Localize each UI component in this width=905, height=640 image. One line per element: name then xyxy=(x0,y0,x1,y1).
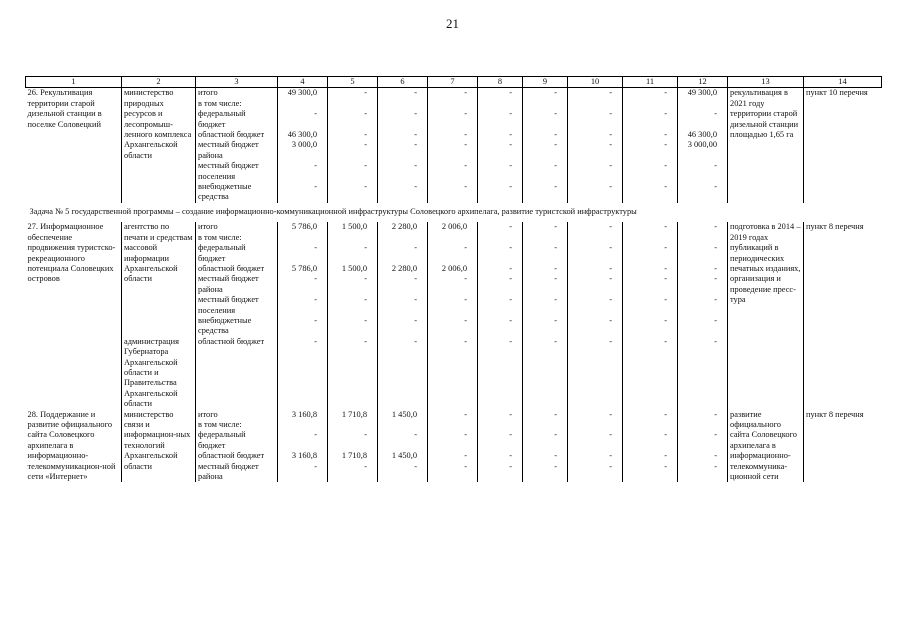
amount-cell: - xyxy=(378,274,428,295)
amount-cell: - xyxy=(378,243,428,264)
amount-cell: - xyxy=(568,140,623,161)
amount-cell: - xyxy=(568,410,623,420)
amount-cell: 1 500,0 xyxy=(328,264,378,274)
amount-cell: 3 160,8 xyxy=(278,410,328,420)
amount-cell: - xyxy=(568,88,623,99)
amount-cell: - xyxy=(623,430,678,451)
amount-cell: - xyxy=(328,182,378,203)
amount-cell xyxy=(278,420,328,430)
header-cell: 11 xyxy=(623,77,678,88)
amount-cell xyxy=(278,99,328,109)
funding-source: местный бюджет поселения xyxy=(196,161,278,182)
amount-cell: - xyxy=(478,88,523,99)
amount-cell: - xyxy=(378,88,428,99)
amount-cell: - xyxy=(378,462,428,483)
amount-cell: - xyxy=(678,337,728,410)
amount-cell: - xyxy=(478,451,523,461)
amount-cell: 2 280,0 xyxy=(378,264,428,274)
funding-source: местный бюджет района xyxy=(196,140,278,161)
funding-source: областной бюджет xyxy=(196,451,278,461)
amount-cell: - xyxy=(523,274,568,295)
amount-cell: - xyxy=(378,337,428,410)
amount-cell: - xyxy=(568,274,623,295)
amount-cell: - xyxy=(678,264,728,274)
amount-cell: 1 500,0 xyxy=(328,222,378,232)
measure-name: 26. Рекультивация территории старой дизельной станции в поселке Соловецкий xyxy=(26,88,122,203)
amount-cell: - xyxy=(328,88,378,99)
funding-source: в том числе: xyxy=(196,99,278,109)
header-row xyxy=(26,77,882,88)
amount-cell: - xyxy=(568,182,623,203)
amount-cell: - xyxy=(678,222,728,232)
header-cell: 10 xyxy=(568,77,623,88)
funding-source: внебюджетные средства xyxy=(196,182,278,203)
amount-cell: - xyxy=(428,109,478,130)
amount-cell xyxy=(428,420,478,430)
amount-cell: - xyxy=(678,295,728,316)
amount-cell: 1 450,0 xyxy=(378,410,428,420)
amount-cell: - xyxy=(428,430,478,451)
amount-cell: - xyxy=(428,337,478,410)
program-table xyxy=(25,76,882,482)
amount-cell: - xyxy=(568,109,623,130)
amount-cell: - xyxy=(623,274,678,295)
amount-cell xyxy=(278,233,328,243)
funding-source: областной бюджет xyxy=(196,130,278,140)
amount-cell: - xyxy=(623,316,678,337)
amount-cell: - xyxy=(428,451,478,461)
amount-cell: - xyxy=(623,130,678,140)
funding-source: итого xyxy=(196,222,278,232)
amount-cell: - xyxy=(568,222,623,232)
amount-cell: - xyxy=(523,295,568,316)
header-cell: 8 xyxy=(478,77,523,88)
amount-cell: 3 160,8 xyxy=(278,451,328,461)
funding-source: областной бюджет xyxy=(196,337,278,410)
amount-cell: 46 300,0 xyxy=(678,130,728,140)
funding-source: в том числе: xyxy=(196,420,278,430)
amount-cell: - xyxy=(378,140,428,161)
amount-cell: - xyxy=(478,130,523,140)
amount-cell: - xyxy=(378,109,428,130)
table-row xyxy=(26,410,882,420)
amount-cell: - xyxy=(568,430,623,451)
amount-cell: 1 710,8 xyxy=(328,451,378,461)
header-cell: 2 xyxy=(122,77,196,88)
amount-cell: - xyxy=(678,430,728,451)
amount-cell: - xyxy=(478,462,523,483)
amount-cell: - xyxy=(478,109,523,130)
amount-cell: - xyxy=(428,316,478,337)
task-row xyxy=(26,203,882,222)
amount-cell: - xyxy=(568,243,623,264)
amount-cell: - xyxy=(523,109,568,130)
funding-source: местный бюджет района xyxy=(196,462,278,483)
measure-name: 28. Поддержание и развитие официального сайта Соловецкого архипелага в информационно-телекоммуникацион-ной сети «Интернет» xyxy=(26,410,122,483)
expected-result: рекультивация в 2021 году территории старой дизельной станции площадью 1,65 га xyxy=(728,88,804,203)
amount-cell: 3 000,00 xyxy=(678,140,728,161)
amount-cell xyxy=(678,420,728,430)
expected-result: подготовка в 2014 – 2019 годах публикаций в периодических печатных изданиях, организация и проведение пресс-тура xyxy=(728,222,804,336)
amount-cell xyxy=(523,233,568,243)
header-cell: 1 xyxy=(26,77,122,88)
amount-cell xyxy=(328,99,378,109)
header-cell: 5 xyxy=(328,77,378,88)
amount-cell: - xyxy=(428,161,478,182)
amount-cell: - xyxy=(523,264,568,274)
amount-cell xyxy=(568,233,623,243)
amount-cell: - xyxy=(678,410,728,420)
amount-cell: - xyxy=(623,243,678,264)
amount-cell: - xyxy=(378,430,428,451)
amount-cell: - xyxy=(523,243,568,264)
amount-cell: - xyxy=(568,337,623,410)
funding-source: в том числе: xyxy=(196,233,278,243)
amount-cell: - xyxy=(428,140,478,161)
amount-cell: - xyxy=(478,222,523,232)
amount-cell xyxy=(623,99,678,109)
amount-cell: - xyxy=(428,88,478,99)
amount-cell: - xyxy=(428,130,478,140)
amount-cell: - xyxy=(568,295,623,316)
amount-cell: - xyxy=(678,316,728,337)
amount-cell: - xyxy=(678,451,728,461)
amount-cell: - xyxy=(623,410,678,420)
amount-cell: - xyxy=(378,182,428,203)
amount-cell: 49 300,0 xyxy=(278,88,328,99)
amount-cell: - xyxy=(328,274,378,295)
amount-cell: 2 006,0 xyxy=(428,264,478,274)
amount-cell: - xyxy=(523,140,568,161)
amount-cell: - xyxy=(328,130,378,140)
amount-cell xyxy=(328,420,378,430)
amount-cell: - xyxy=(278,274,328,295)
amount-cell: - xyxy=(678,182,728,203)
amount-cell: - xyxy=(278,337,328,410)
funding-source: итого xyxy=(196,410,278,420)
table-body xyxy=(26,77,882,483)
amount-cell: 5 786,0 xyxy=(278,264,328,274)
amount-cell: - xyxy=(523,88,568,99)
amount-cell xyxy=(523,99,568,109)
funding-source: федеральный бюджет xyxy=(196,109,278,130)
amount-cell: 5 786,0 xyxy=(278,222,328,232)
reference-item: пункт 8 перечня xyxy=(806,409,864,419)
amount-cell: - xyxy=(678,161,728,182)
amount-cell: - xyxy=(478,410,523,420)
amount-cell: - xyxy=(428,462,478,483)
amount-cell: - xyxy=(378,316,428,337)
amount-cell: - xyxy=(568,264,623,274)
amount-cell: - xyxy=(568,451,623,461)
amount-cell xyxy=(378,233,428,243)
amount-cell: - xyxy=(428,410,478,420)
amount-cell: - xyxy=(378,161,428,182)
amount-cell: - xyxy=(428,274,478,295)
amount-cell: - xyxy=(328,316,378,337)
funding-source: федеральный бюджет xyxy=(196,243,278,264)
amount-cell: - xyxy=(623,182,678,203)
amount-cell: - xyxy=(523,337,568,410)
amount-cell: - xyxy=(568,161,623,182)
responsible-executor: министерство природных ресурсов и лесопромыш-ленного комплекса Архангельской области xyxy=(122,88,196,203)
amount-cell: - xyxy=(278,430,328,451)
amount-cell: - xyxy=(428,295,478,316)
amount-cell: - xyxy=(623,264,678,274)
header-cell: 4 xyxy=(278,77,328,88)
header-cell: 7 xyxy=(428,77,478,88)
amount-cell xyxy=(623,233,678,243)
amount-cell: - xyxy=(478,264,523,274)
header-cell: 14 xyxy=(804,77,882,88)
responsible-executor: администрация Губернатора Архангельской области и Правительства Архангельской области xyxy=(122,337,196,410)
amount-cell: - xyxy=(523,182,568,203)
amount-cell: 46 300,0 xyxy=(278,130,328,140)
amount-cell: - xyxy=(478,337,523,410)
header-cell: 6 xyxy=(378,77,428,88)
amount-cell xyxy=(568,99,623,109)
amount-cell xyxy=(428,233,478,243)
amount-cell xyxy=(523,420,568,430)
amount-cell: - xyxy=(523,430,568,451)
amount-cell: - xyxy=(623,140,678,161)
amount-cell xyxy=(623,420,678,430)
reference-item xyxy=(804,337,882,410)
amount-cell: 3 000,0 xyxy=(278,140,328,161)
amount-cell: - xyxy=(328,430,378,451)
funding-source: внебюджетные средства xyxy=(196,316,278,337)
amount-cell: - xyxy=(328,109,378,130)
task-title: Задача № 5 государственной программы – создание информационно-коммуникационной инфраструктуры Соловецкого архипелага, развитие туристской инфраструктуры xyxy=(29,206,637,216)
amount-cell xyxy=(478,233,523,243)
amount-cell: - xyxy=(478,243,523,264)
amount-cell: 1 450,0 xyxy=(378,451,428,461)
amount-cell: - xyxy=(478,316,523,337)
measure-name: 27. Информационное обеспечение продвижения туристско-рекреационного потенциала Соловецких островов xyxy=(26,222,122,336)
table-row xyxy=(26,337,882,410)
reference-item: пункт 8 перечня xyxy=(806,222,864,232)
amount-cell: 49 300,0 xyxy=(678,88,728,99)
amount-cell: - xyxy=(678,462,728,483)
amount-cell: - xyxy=(523,130,568,140)
amount-cell: - xyxy=(278,161,328,182)
amount-cell: - xyxy=(278,316,328,337)
amount-cell: - xyxy=(623,451,678,461)
header-cell: 3 xyxy=(196,77,278,88)
funding-source: областной бюджет xyxy=(196,264,278,274)
amount-cell: 2 006,0 xyxy=(428,222,478,232)
amount-cell: - xyxy=(278,462,328,483)
amount-cell: - xyxy=(523,161,568,182)
amount-cell xyxy=(328,233,378,243)
amount-cell: - xyxy=(328,295,378,316)
amount-cell: 1 710,8 xyxy=(328,410,378,420)
measure-name xyxy=(26,337,122,410)
amount-cell: - xyxy=(678,274,728,295)
amount-cell: - xyxy=(568,130,623,140)
header-cell: 9 xyxy=(523,77,568,88)
amount-cell: - xyxy=(623,337,678,410)
amount-cell: - xyxy=(278,243,328,264)
amount-cell: - xyxy=(278,109,328,130)
amount-cell: - xyxy=(623,109,678,130)
funding-source: местный бюджет района xyxy=(196,274,278,295)
amount-cell: - xyxy=(678,109,728,130)
amount-cell: - xyxy=(478,295,523,316)
amount-cell xyxy=(428,99,478,109)
amount-cell: - xyxy=(478,161,523,182)
amount-cell xyxy=(678,99,728,109)
amount-cell: - xyxy=(523,462,568,483)
header-cell: 12 xyxy=(678,77,728,88)
amount-cell: - xyxy=(278,182,328,203)
amount-cell: - xyxy=(623,161,678,182)
responsible-executor: агентство по печати и средствам массовой информации Архангельской области xyxy=(122,222,196,336)
amount-cell: - xyxy=(478,182,523,203)
amount-cell: - xyxy=(623,88,678,99)
amount-cell: - xyxy=(523,451,568,461)
expected-result: развитие официального сайта Соловецкого архипелага в информационно-телекоммуника-ционной сети xyxy=(728,410,804,483)
amount-cell: - xyxy=(278,295,328,316)
funding-source: федеральный бюджет xyxy=(196,430,278,451)
funding-source: итого xyxy=(196,88,278,99)
amount-cell: - xyxy=(523,410,568,420)
responsible-executor: министерство связи и информацион-ных технологий Архангельской области xyxy=(122,410,196,483)
amount-cell: - xyxy=(428,243,478,264)
amount-cell xyxy=(478,99,523,109)
amount-cell: - xyxy=(428,182,478,203)
amount-cell: 2 280,0 xyxy=(378,222,428,232)
amount-cell xyxy=(478,420,523,430)
amount-cell: - xyxy=(328,337,378,410)
amount-cell: - xyxy=(478,140,523,161)
amount-cell: - xyxy=(678,243,728,264)
table-row xyxy=(26,222,882,232)
amount-cell: - xyxy=(568,316,623,337)
table-row xyxy=(26,88,882,99)
amount-cell: - xyxy=(623,222,678,232)
amount-cell xyxy=(378,420,428,430)
amount-cell: - xyxy=(328,243,378,264)
amount-cell: - xyxy=(623,295,678,316)
amount-cell xyxy=(568,420,623,430)
header-cell: 13 xyxy=(728,77,804,88)
amount-cell: - xyxy=(523,222,568,232)
amount-cell: - xyxy=(328,140,378,161)
funding-source: местный бюджет поселения xyxy=(196,295,278,316)
amount-cell xyxy=(378,99,428,109)
amount-cell xyxy=(678,233,728,243)
expected-result xyxy=(728,337,804,410)
amount-cell: - xyxy=(328,161,378,182)
reference-item: пункт 10 перечня xyxy=(806,88,868,98)
amount-cell: - xyxy=(623,462,678,483)
amount-cell: - xyxy=(378,295,428,316)
amount-cell: - xyxy=(523,316,568,337)
amount-cell: - xyxy=(478,430,523,451)
page-number: 21 xyxy=(446,16,459,31)
amount-cell: - xyxy=(478,274,523,295)
amount-cell: - xyxy=(328,462,378,483)
amount-cell: - xyxy=(378,130,428,140)
amount-cell: - xyxy=(568,462,623,483)
